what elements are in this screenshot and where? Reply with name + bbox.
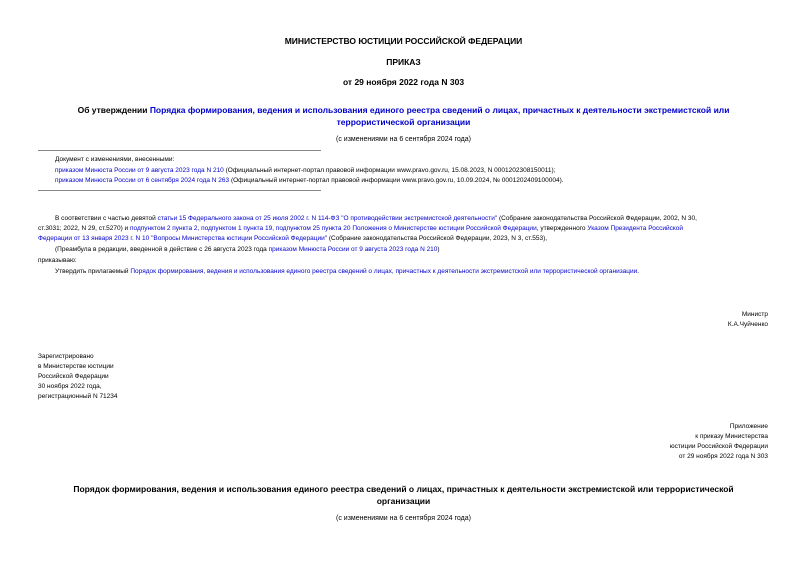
appendix-line-1: Приложение xyxy=(729,423,768,430)
amendment-item-1 xyxy=(55,166,555,176)
registration-line-2: в Министерстве юстиции xyxy=(38,363,114,370)
doc-type-heading: ПРИКАЗ xyxy=(386,57,421,67)
order-title-line-2: организации xyxy=(376,496,431,506)
order-changes-note: (с изменениями на 6 сентября 2024 года) xyxy=(336,515,471,522)
edition-link[interactable]: приказом Минюста России от 9 августа 2023 года N 210 xyxy=(268,246,438,253)
preamble-text: (Собрание законодательства Российской Федерации, 2023, N 3, ст.553), xyxy=(327,235,548,242)
appendix-line-4: от 29 ноября 2022 года N 303 xyxy=(678,453,768,460)
edition-text: ) xyxy=(437,246,440,253)
decree-link[interactable]: Указом Президента Российской xyxy=(587,225,684,232)
registration-line-3: Российской Федерации xyxy=(38,373,109,380)
title-link[interactable]: Порядка формирования, ведения и использования единого реестра сведений о лицах, причастных к деятельности экстремистской или xyxy=(149,105,730,115)
amendment-source-1: (Официальный интернет-портал правовой информации www.pravo.gov.ru, 15.08.2023, N 0001202308150011); xyxy=(223,167,556,174)
procedure-link[interactable]: Порядок формирования, ведения и использования единого реестра сведений о лицах, причастных к деятельности экстремистской или террористической организации xyxy=(130,268,638,275)
registration-line-1: Зарегистрировано xyxy=(38,353,94,360)
document-title xyxy=(0,104,807,128)
amendment-item-2 xyxy=(55,176,564,186)
preamble-line-2 xyxy=(38,224,683,234)
divider-top xyxy=(38,150,321,151)
approval-text: Утвердить прилагаемый xyxy=(55,268,131,275)
amendment-source-2: (Официальный интернет-портал правовой информации www.pravo.gov.ru, 10.09.2024, № 0001202409100004). xyxy=(229,177,564,184)
law-link[interactable]: статьи 15 Федерального закона от 25 июля 2002 г. N 114-ФЗ "О противодействии экстремистской деятельности" xyxy=(157,215,498,222)
regulation-link[interactable]: подпунктом 2 пункта 2, подпунктом 1 пункта 19, подпунктом 25 пункта 20 Положения о Министерстве юстиции Российской Федерации xyxy=(129,225,537,232)
approval-text: . xyxy=(637,268,640,275)
preamble-line-3 xyxy=(38,234,547,244)
registration-line-5: регистрационный N 71234 xyxy=(38,393,118,400)
preamble-text: , утвержденного xyxy=(536,225,588,232)
ministry-heading: МИНИСТЕРСТВО ЮСТИЦИИ РОССИЙСКОЙ ФЕДЕРАЦИИ xyxy=(284,36,523,46)
divider-bottom xyxy=(38,190,321,191)
decree-link-continued[interactable]: Федерации от 13 января 2023 г. N 10 "Вопросы Министерства юстиции Российской Федерации" xyxy=(38,235,328,242)
title-prefix: Об утверждении xyxy=(77,105,150,115)
preamble-text: ст.3031; 2022, N 29, ст.5270) и xyxy=(38,225,130,232)
signature-name: К.А.Чуйченко xyxy=(727,321,768,328)
order-title-line-1: Порядок формирования, ведения и использования единого реестра сведений о лицах, причастных к деятельности экстремистской или террористической xyxy=(73,484,734,494)
title-link-continued[interactable]: террористической организации xyxy=(336,117,471,127)
preamble-edition-note xyxy=(55,245,440,255)
order-word: приказываю: xyxy=(38,257,77,264)
registration-line-4: 30 ноября 2022 года, xyxy=(38,383,102,390)
signature-position: Министр xyxy=(741,311,768,318)
amendment-link-2[interactable]: приказом Минюста России от 6 сентября 2024 года N 263 xyxy=(55,177,230,184)
appendix-line-3: юстиции Российской Федерации xyxy=(669,443,768,450)
approval-paragraph xyxy=(55,267,639,277)
appendix-line-2: к приказу Министерства xyxy=(695,433,768,440)
edition-text: (Преамбула в редакции, введенной в действие с 26 августа 2023 года xyxy=(55,246,269,253)
preamble-text: (Собрание законодательства Российской Федерации, 2002, N 30, xyxy=(497,215,697,222)
title-changes-note: (с изменениями на 6 сентября 2024 года) xyxy=(336,136,471,143)
order-title xyxy=(0,483,807,507)
amendments-intro: Документ с изменениями, внесенными: xyxy=(55,156,175,163)
amendment-link-1[interactable]: приказом Минюста России от 9 августа 2023 года N 210 xyxy=(55,167,224,174)
preamble-text: В соответствии с частью девятой xyxy=(55,215,158,222)
preamble-line-1 xyxy=(55,214,697,224)
doc-date-heading: от 29 ноября 2022 года N 303 xyxy=(342,77,465,87)
